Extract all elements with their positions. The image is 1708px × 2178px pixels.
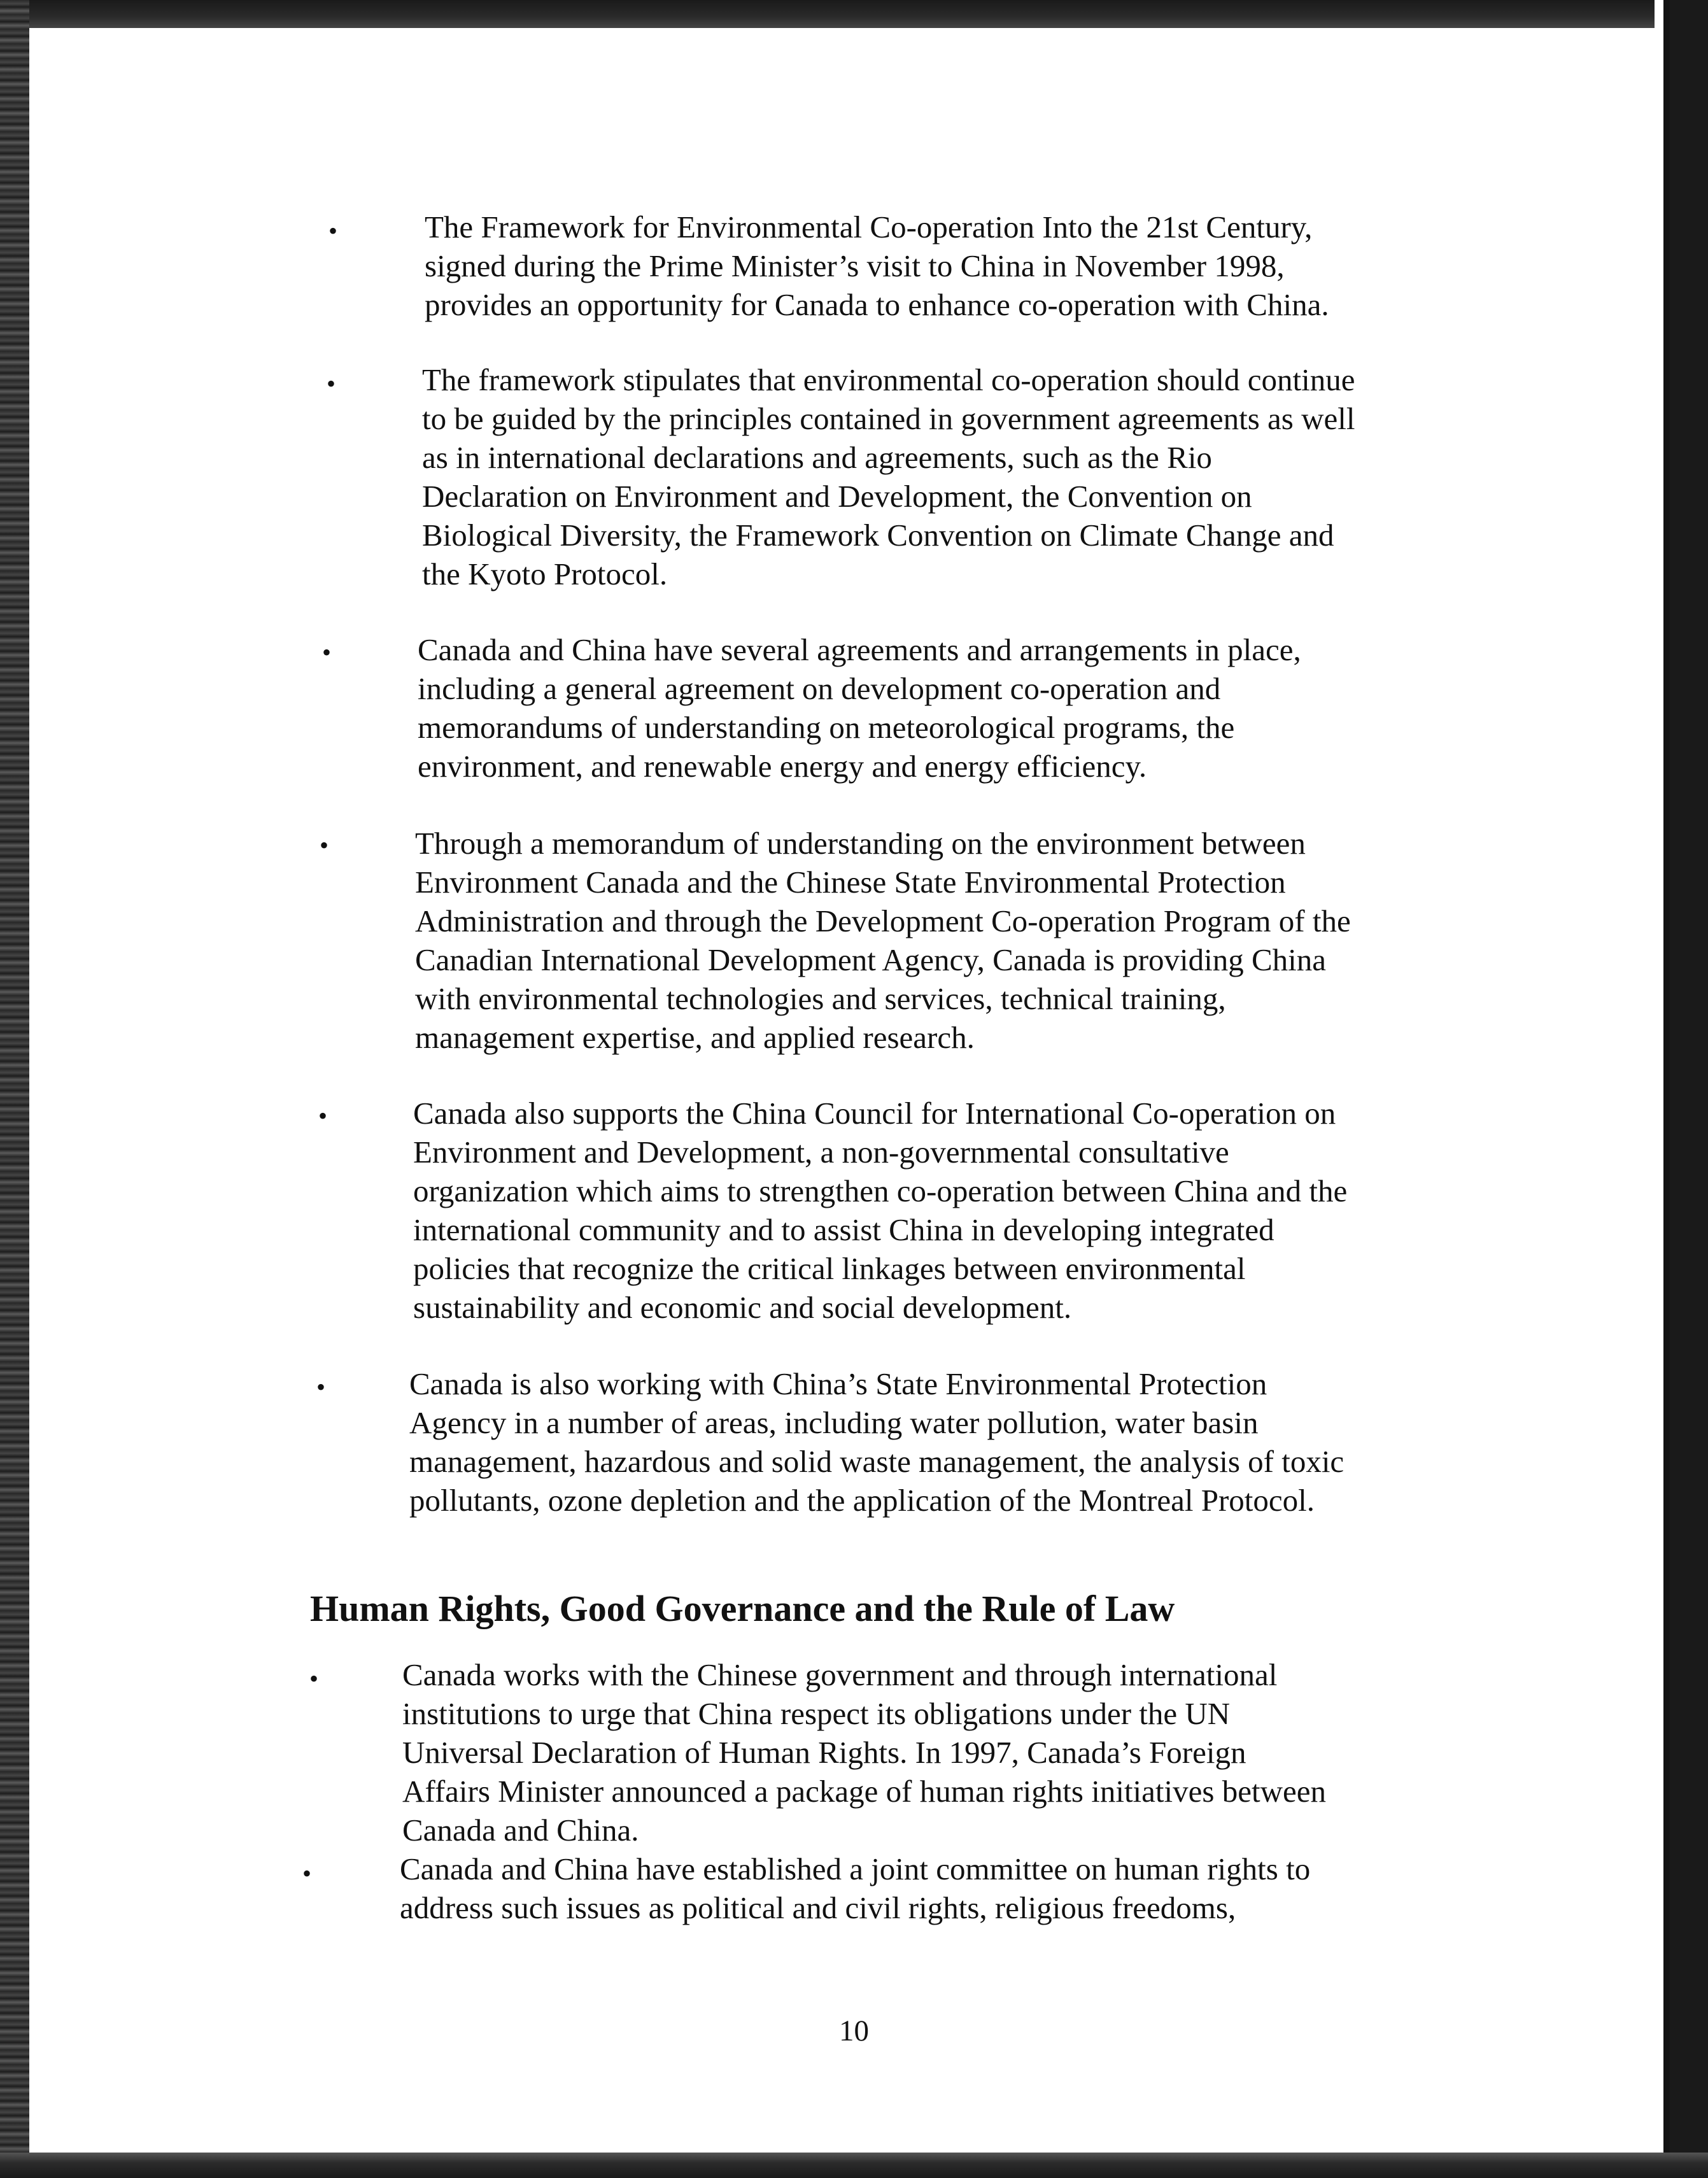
- bullet-marker: •: [327, 369, 336, 398]
- bullet-marker: •: [318, 1101, 328, 1130]
- bullet-marker: •: [328, 216, 338, 245]
- bullet-marker: •: [302, 1859, 312, 1888]
- bullet-marker: •: [322, 638, 332, 667]
- bullet-text: Canada also supports the China Council for International Co-operation on Environment and Development, a non-governmental consultative organization which aims to strengthen co-operation between China and the international community and to assist China in developing integrated policies that recognize the critical linkages between environmental sustainability and economic and social development.: [413, 1096, 1348, 1325]
- bullet-text: Through a memorandum of understanding on the environment between Environment Canada and the Chinese State Environmental Protection Administration and through the Development Co-operation Program of the Canadian International Development Agency, Canada is providing China with environmental technologies and services, technical training, management expertise, and applied research.: [415, 826, 1351, 1055]
- bullet-text: Canada works with the Chinese government and through international institutions to urge that China respect its obligations under the UN Universal Declaration of Human Rights. In 1997, Canada’s Foreign Affairs Minister announced a package of human rights initiatives between Canada and China.: [402, 1657, 1326, 1848]
- bullet-marker: •: [309, 1664, 319, 1693]
- page-number: 10: [839, 2014, 869, 2047]
- bullet-text: Canada and China have established a joint committee on human rights to address such issues as political and civil rights, religious freedoms,: [400, 1851, 1311, 1925]
- bullet-marker: •: [320, 831, 329, 859]
- bullet-text: The Framework for Environmental Co-operation Into the 21st Century, signed during the Prime Minister’s visit to China in November 1998, provides an opportunity for Canada to enhance co-operation with China.: [425, 209, 1329, 322]
- bullet-text: The framework stipulates that environmental co-operation should continue to be guided by the principles contained in government agreements as well as in international declarations and agreements, such as the Rio Declaration on Environment and Development, the Convention on Biological Diversity, the Framework Convention on Climate Change and the Kyoto Protocol.: [422, 362, 1355, 591]
- bullet-text: Canada and China have several agreements and arrangements in place, including a general agreement on development co-operation and memorandums of understanding on meteorological programs, the environment, and renewable energy and energy efficiency.: [418, 632, 1301, 784]
- bullet-marker: •: [316, 1373, 326, 1401]
- section-heading: Human Rights, Good Governance and the Rule of Law: [310, 1588, 1175, 1629]
- bullet-text: Canada is also working with China’s State Environmental Protection Agency in a number of areas, including water pollution, water basin management, hazardous and solid waste management, the analysis of toxic pollutants, ozone depletion and the application of the Montreal Protocol.: [409, 1366, 1345, 1518]
